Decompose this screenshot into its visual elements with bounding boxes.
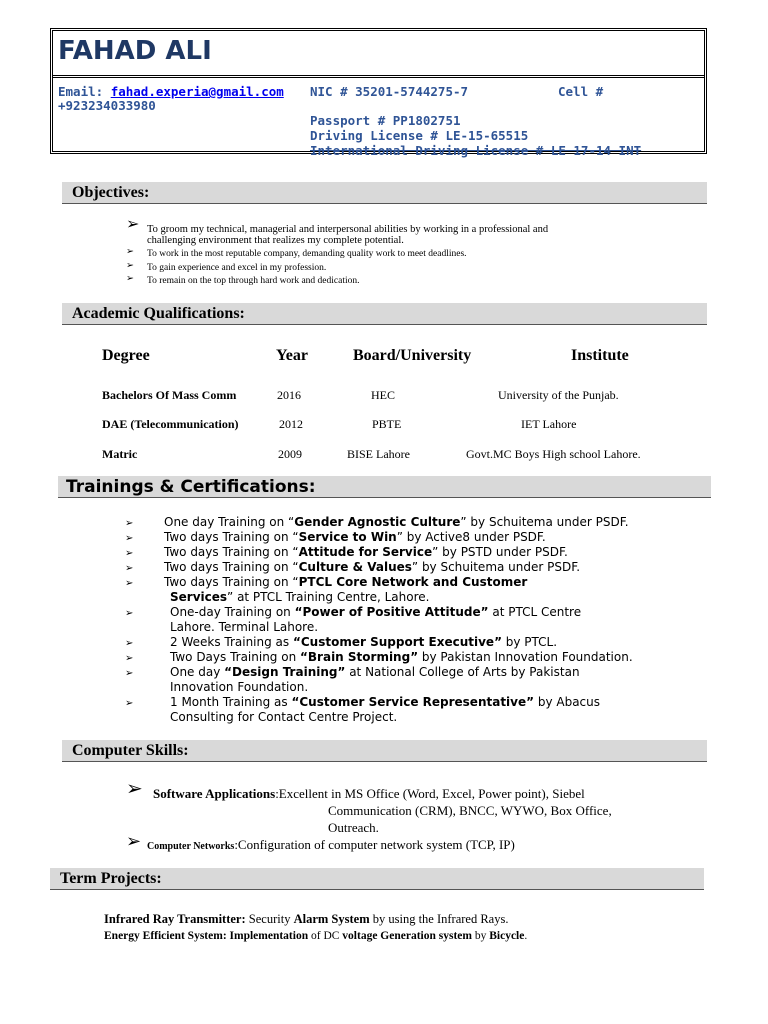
- phone-number: +923234033980: [58, 98, 156, 113]
- arrow-bullet-icon: ➢: [125, 653, 134, 664]
- training-text-end: at PTCL Centre: [488, 605, 582, 619]
- arrow-bullet-icon: ➢: [125, 563, 134, 574]
- arrow-bullet-icon: ➢: [125, 698, 134, 709]
- software-text-line2: Communication (CRM), BNCC, WYWO, Box Office,: [328, 803, 612, 818]
- training-text-end: ” at PTCL Training Centre, Lahore.: [227, 590, 430, 604]
- project-2-bold-2: Bicycle: [489, 930, 525, 942]
- arrow-bullet-icon: ➢: [126, 216, 140, 233]
- training-text-end: ” by PSTD under PSDF.: [432, 545, 568, 559]
- training-title: Gender Agnostic Culture: [294, 515, 461, 529]
- academic-title: Academic Qualifications:: [72, 305, 245, 322]
- training-title: Service to Win: [298, 530, 397, 544]
- computer-networks-line: [147, 836, 515, 855]
- training-text-end: ” by Schuitema under PSDF.: [460, 515, 629, 529]
- table-cell-board: PBTE: [372, 417, 402, 431]
- training-text: Two days Training on “: [164, 530, 299, 544]
- term-projects-title: Term Projects:: [60, 870, 162, 887]
- table-cell-year: 2012: [279, 417, 303, 431]
- project-2-bold: voltage Generation system: [342, 930, 472, 942]
- training-text: One-day Training on: [170, 605, 295, 619]
- arrow-bullet-icon: ➢: [125, 578, 134, 589]
- arrow-bullet-icon: ➢: [126, 274, 134, 284]
- training-text: Two days Training on “: [164, 560, 299, 574]
- objective-item-1-cont: challenging environment that realizes my complete potential.: [147, 235, 404, 246]
- computer-skills-bar: [62, 740, 707, 762]
- email-label: Email:: [58, 84, 111, 99]
- table-cell-year: 2016: [277, 388, 301, 402]
- trainings-bar: [58, 476, 711, 498]
- training-text: 2 Weeks Training as: [170, 635, 293, 649]
- arrow-bullet-icon: ➢: [125, 533, 134, 544]
- header-board: Board/University: [353, 347, 472, 364]
- objectives-title: Objectives:: [72, 184, 150, 201]
- training-title: “Customer Service Representative”: [291, 695, 535, 709]
- project-1-title: Infrared Ray Transmitter:: [104, 912, 246, 926]
- cell-label: Cell #: [558, 84, 604, 99]
- table-cell-year: 2009: [278, 447, 302, 461]
- table-cell-institute: Govt.MC Boys High school Lahore.: [466, 447, 641, 461]
- table-cell-institute: University of the Punjab.: [498, 388, 619, 402]
- project-2-title: Energy Efficient System: Implementation: [104, 930, 309, 942]
- academic-bar: [62, 303, 707, 325]
- training-item: [170, 650, 633, 665]
- table-cell-degree: Matric: [102, 447, 138, 461]
- arrow-bullet-icon: ➢: [126, 831, 142, 851]
- nic-number: NIC # 35201-5744275-7: [310, 84, 469, 99]
- email-link[interactable]: fahad.experia@gmail.com: [110, 84, 284, 99]
- driving-license: Driving License # LE-15-65515: [310, 128, 529, 143]
- networks-text: :Configuration of computer network system (TCP, IP): [234, 837, 515, 852]
- training-text-end: ” by Schuitema under PSDF.: [411, 560, 581, 574]
- table-cell-institute: IET Lahore: [521, 417, 577, 431]
- arrow-bullet-icon: ➢: [125, 518, 134, 529]
- table-cell-board: BISE Lahore: [347, 447, 410, 461]
- training-item: [170, 680, 308, 695]
- training-item: [164, 545, 568, 560]
- table-cell-board: HEC: [371, 388, 395, 402]
- arrow-bullet-icon: ➢: [126, 778, 143, 800]
- intl-driving-license: International Driving License # LE 17-14 INT: [310, 143, 642, 158]
- software-applications-line: [153, 785, 585, 802]
- project-item-1: [104, 912, 508, 927]
- header-degree: Degree: [102, 347, 150, 364]
- training-item: [164, 515, 629, 530]
- training-text: Two Days Training on: [170, 650, 301, 664]
- email-line: [58, 84, 284, 99]
- training-text-end: by PTCL.: [501, 635, 558, 649]
- training-item: [164, 530, 546, 545]
- training-item: [170, 620, 318, 635]
- training-text: Lahore. Terminal Lahore.: [170, 620, 319, 634]
- training-text-end: by Pakistan Innovation Foundation.: [418, 650, 633, 664]
- training-item: [170, 590, 429, 605]
- objective-item-4: To remain on the top through hard work and dedication.: [147, 276, 360, 286]
- project-1-text-end: by using the Infrared Rays.: [369, 912, 509, 926]
- training-text: 1 Month Training as: [170, 695, 292, 709]
- objectives-bar: [62, 182, 707, 204]
- training-text-end: at National College of Arts by Pakistan: [345, 665, 580, 679]
- passport-number: Passport # PP1802751: [310, 113, 461, 128]
- arrow-bullet-icon: ➢: [125, 608, 134, 619]
- training-title: “Power of Positive Attitude”: [294, 605, 489, 619]
- table-cell-degree: Bachelors Of Mass Comm: [102, 388, 237, 402]
- candidate-name: FAHAD ALI: [58, 36, 212, 66]
- training-text: Innovation Foundation.: [170, 680, 309, 694]
- project-1-text: Security: [245, 912, 294, 926]
- training-title: Services: [170, 590, 228, 604]
- training-item: [170, 710, 397, 725]
- software-label: Software Applications: [153, 786, 276, 801]
- networks-label: Computer Networks: [147, 841, 235, 852]
- header-institute: Institute: [571, 347, 629, 364]
- term-projects-bar: [50, 868, 704, 890]
- training-text: Two days Training on “: [164, 545, 299, 559]
- training-text-end: ” by Active8 under PSDF.: [396, 530, 546, 544]
- objective-item-2: To work in the most reputable company, demanding quality work to meet deadlines.: [147, 249, 467, 259]
- header-year: Year: [276, 347, 308, 364]
- training-item: [170, 665, 580, 680]
- table-cell-degree: DAE (Telecommunication): [102, 417, 239, 431]
- trainings-title: Trainings & Certifications:: [66, 477, 316, 497]
- training-text: Two days Training on “: [164, 575, 299, 589]
- project-1-bold: Alarm System: [293, 912, 370, 926]
- arrow-bullet-icon: ➢: [125, 668, 134, 679]
- training-item: [164, 560, 580, 575]
- training-title: “Design Training”: [224, 665, 346, 679]
- project-2-text-end: .: [524, 930, 528, 942]
- training-text: Consulting for Contact Centre Project.: [170, 710, 398, 724]
- project-2-text: of DC: [308, 930, 343, 942]
- arrow-bullet-icon: ➢: [126, 247, 134, 257]
- software-text-line3: Outreach.: [328, 820, 379, 835]
- training-title: PTCL Core Network and Customer: [298, 575, 528, 589]
- project-item-2: [104, 930, 527, 942]
- arrow-bullet-icon: ➢: [125, 548, 134, 559]
- project-2-text-2: by: [471, 930, 490, 942]
- training-text-end: by Abacus: [534, 695, 600, 709]
- arrow-bullet-icon: ➢: [125, 638, 134, 649]
- training-text: One day: [170, 665, 225, 679]
- training-text: One day Training on “: [164, 515, 295, 529]
- training-title: “Brain Storming”: [300, 650, 419, 664]
- training-item: [170, 635, 557, 650]
- objective-item-3: To gain experience and excel in my profession.: [147, 263, 327, 273]
- software-text: :Excellent in MS Office (Word, Excel, Power point), Siebel: [275, 786, 585, 801]
- training-item: [164, 575, 527, 590]
- training-item: [170, 695, 600, 710]
- training-title: “Customer Support Executive”: [292, 635, 502, 649]
- arrow-bullet-icon: ➢: [126, 261, 134, 271]
- training-title: Culture & Values: [298, 560, 412, 574]
- training-item: [170, 605, 581, 620]
- objective-item-1: To groom my technical, managerial and interpersonal abilities by working in a professional and: [147, 224, 549, 235]
- computer-skills-title: Computer Skills:: [72, 742, 189, 759]
- training-title: Attitude for Service: [298, 545, 433, 559]
